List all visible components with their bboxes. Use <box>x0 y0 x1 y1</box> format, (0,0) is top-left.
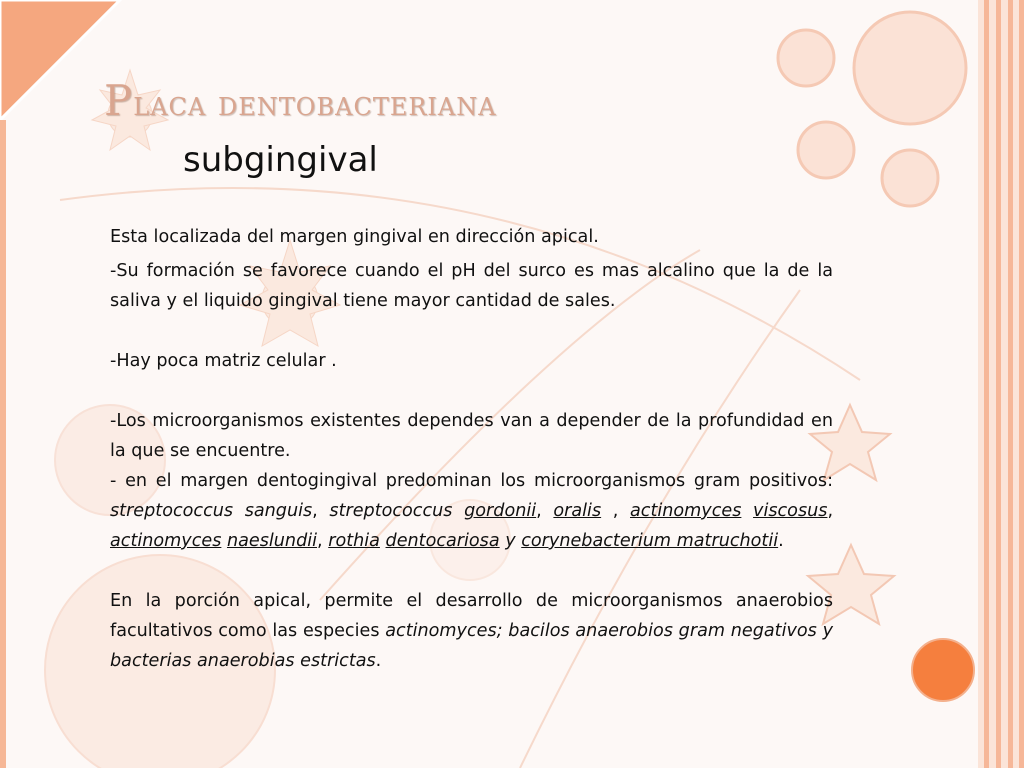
species-name: streptococcus sanguis <box>110 501 313 521</box>
species-list: actinomyces; bacilos anaerobios gram negativos y bacterias anaerobias estrictas <box>110 621 833 671</box>
species-name: gordonii <box>464 501 537 521</box>
species-name: corynebacterium matruchotii <box>521 531 779 551</box>
body-line-localization: Esta localizada del margen gingival en dirección apical. <box>110 227 599 247</box>
species-name: actinomyces <box>630 501 742 521</box>
right-stripes <box>978 0 1024 768</box>
species-name: actinomyces <box>110 531 222 551</box>
slide-subtitle: subgingival <box>183 140 378 180</box>
slide-title-initial: P <box>104 76 134 125</box>
slide-body <box>110 222 833 676</box>
species-name: naeslundii <box>226 531 318 551</box>
body-paragraph-microorganisms: -Los microorganismos existentes dependes van a depender de la profundidad en la que se encuentre. <box>110 411 833 461</box>
body-paragraph-matrix: -Hay poca matriz celular . <box>110 351 337 371</box>
species-name: rothia <box>328 531 380 551</box>
body-paragraph-gram-positive: - en el margen dentogingival predominan los microorganismos gram positivos: streptococcus sanguis, streptococcus gordonii, oralis , actinomyces viscosus, actinomyces naeslundii, rothia dentocariosa y corynebacterium matruchotii. <box>110 471 834 551</box>
accent-dot <box>912 639 974 701</box>
species-name: viscosus <box>753 501 828 521</box>
decorative-circle <box>854 12 966 124</box>
left-accent-bar <box>0 120 6 768</box>
species-name: oralis <box>553 501 602 521</box>
corner-triangle <box>0 0 120 120</box>
decorative-circle <box>882 150 938 206</box>
slide-title-rest: laca dentobacteriana <box>133 84 497 124</box>
decorative-circle <box>778 30 834 86</box>
body-paragraph-apical: En la porción apical, permite el desarrollo de microorganismos anaerobios facultativos como las especies actinomyces; bacilos anaerobios gram negativos y bacterias anaerobias estrictas. <box>110 591 833 671</box>
species-name: streptococcus <box>329 501 453 521</box>
decorative-circle <box>798 122 854 178</box>
body-paragraph-formation: -Su formación se favorece cuando el pH del surco es mas alcalino que la de la saliva y el liquido gingival tiene mayor cantidad de sales. <box>110 261 833 311</box>
species-name: dentocariosa <box>385 531 500 551</box>
slide-title <box>104 76 497 125</box>
